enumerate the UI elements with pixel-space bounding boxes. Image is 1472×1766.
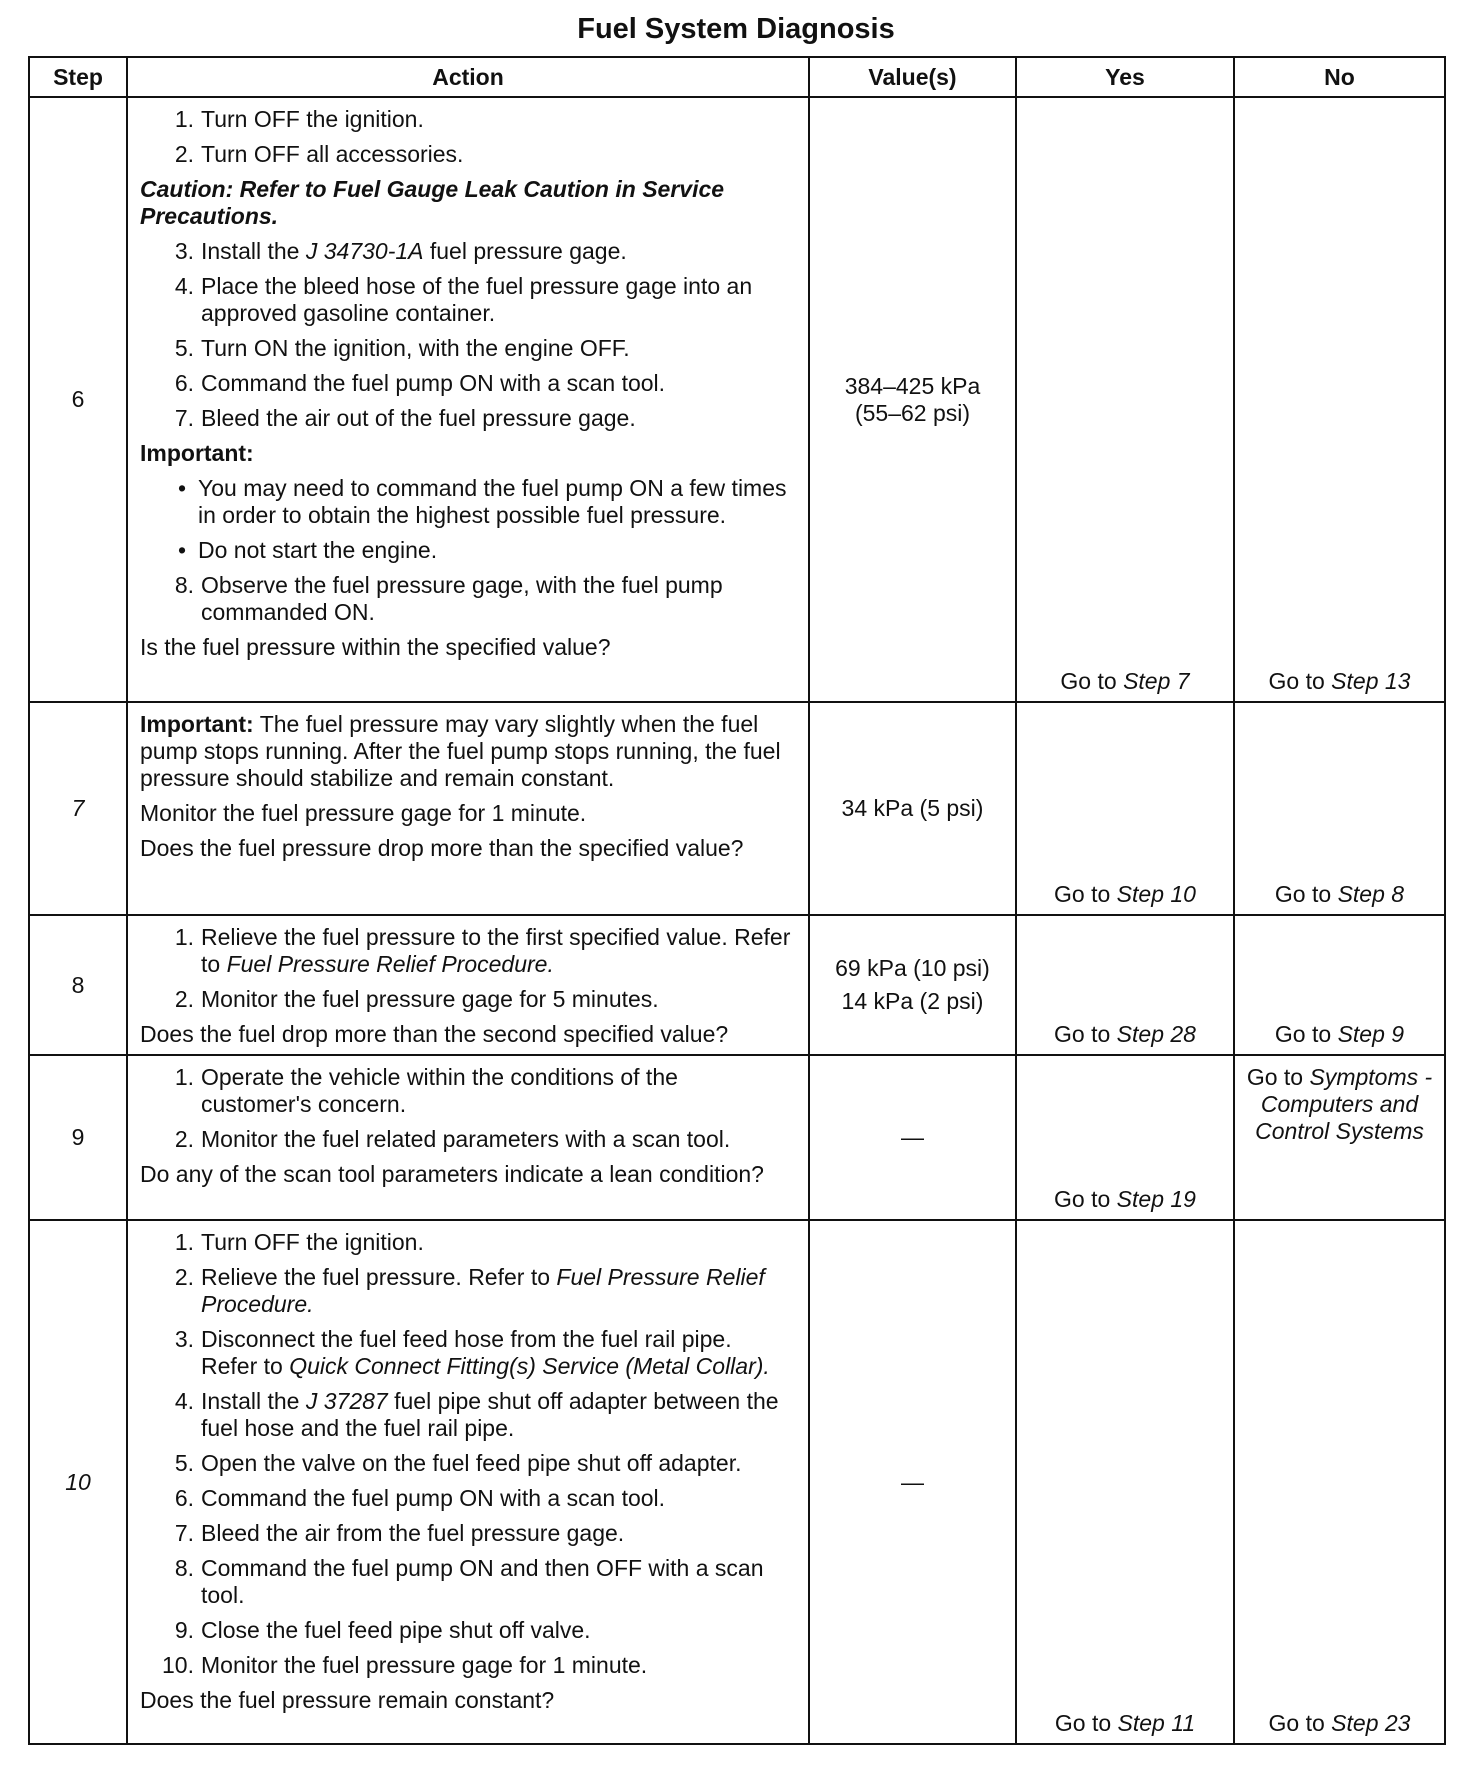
symptoms-link[interactable]: Symptoms - Computers and Control Systems bbox=[1255, 1064, 1433, 1144]
item-number: 1. bbox=[174, 924, 194, 950]
goto-text: Go to bbox=[1054, 881, 1117, 907]
list-item bbox=[140, 1617, 794, 1644]
value-cell bbox=[809, 915, 1016, 1055]
item-number: 1. bbox=[174, 1064, 194, 1090]
value-text: 69 kPa (10 psi) bbox=[835, 955, 990, 981]
step-number: 8 bbox=[29, 915, 127, 1055]
step-number: 10 bbox=[29, 1220, 127, 1744]
table-row-step-7 bbox=[29, 702, 1445, 915]
yes-cell bbox=[1016, 97, 1234, 702]
item-text bbox=[201, 1388, 794, 1442]
action-cell bbox=[127, 702, 809, 915]
item-number: 9. bbox=[174, 1617, 194, 1643]
item-text: Command the fuel pump ON and then OFF with a scan tool. bbox=[201, 1555, 764, 1608]
item-text: Place the bleed hose of the fuel pressure gage into an approved gasoline container. bbox=[201, 273, 753, 326]
item-number: 5. bbox=[174, 1450, 194, 1476]
value-cell bbox=[809, 702, 1016, 915]
list-item bbox=[140, 238, 794, 265]
value-text: 14 kPa (2 psi) bbox=[841, 988, 984, 1014]
yes-cell bbox=[1016, 1055, 1234, 1220]
item-text: Bleed the air out of the fuel pressure gage. bbox=[201, 405, 636, 431]
item-text: Monitor the fuel pressure gage for 5 minutes. bbox=[201, 986, 659, 1012]
item-number: 6. bbox=[174, 1485, 194, 1511]
goto-text: Go to bbox=[1060, 668, 1124, 694]
caution-note: Caution: Refer to Fuel Gauge Leak Caution in Service Precautions. bbox=[140, 176, 725, 229]
yes-cell bbox=[1016, 915, 1234, 1055]
item-text-part: Install the bbox=[201, 1388, 306, 1414]
step-link[interactable]: Step 7 bbox=[1123, 668, 1190, 694]
procedure-link[interactable]: Quick Connect Fitting(s) Service (Metal Collar). bbox=[289, 1353, 770, 1379]
list-item bbox=[140, 1485, 794, 1512]
item-number: 10. bbox=[162, 1652, 194, 1678]
goto-text: Go to bbox=[1054, 1186, 1117, 1212]
item-number: 4. bbox=[174, 273, 194, 299]
tool-reference: J 34730-1A bbox=[305, 238, 424, 264]
value-text: — bbox=[901, 1468, 924, 1495]
page-title: Fuel System Diagnosis bbox=[577, 13, 895, 45]
item-text: Turn OFF the ignition. bbox=[201, 1229, 424, 1255]
header-values: Value(s) bbox=[809, 57, 1016, 97]
bullet-item bbox=[140, 475, 794, 529]
yes-cell bbox=[1016, 1220, 1234, 1744]
item-number: 3. bbox=[174, 238, 194, 264]
list-item bbox=[140, 1064, 794, 1118]
important-note bbox=[140, 711, 794, 792]
step-link[interactable]: Step 9 bbox=[1337, 1021, 1405, 1047]
action-cell bbox=[127, 915, 809, 1055]
no-cell bbox=[1234, 97, 1445, 702]
list-item bbox=[140, 273, 794, 327]
item-text-part: Install the bbox=[201, 238, 306, 264]
item-number: 8. bbox=[174, 572, 194, 598]
step-number: 7 bbox=[29, 702, 127, 915]
item-text: Command the fuel pump ON with a scan tool. bbox=[201, 1485, 666, 1511]
value-text: 384–425 kPa bbox=[844, 372, 981, 399]
item-number: 8. bbox=[174, 1555, 194, 1581]
item-number: 2. bbox=[174, 141, 194, 167]
tool-reference: J 37287 bbox=[305, 1388, 388, 1414]
list-item bbox=[140, 335, 794, 362]
yes-cell bbox=[1016, 702, 1234, 915]
goto-text: Go to bbox=[1246, 1064, 1310, 1090]
item-text-part: Disconnect the fuel feed hose from the fuel rail pipe. Refer to bbox=[201, 1326, 732, 1379]
procedure-link[interactable]: Fuel Pressure Relief Procedure. bbox=[201, 1264, 765, 1317]
list-item bbox=[140, 1520, 794, 1547]
item-text: Observe the fuel pressure gage, with the fuel pump commanded ON. bbox=[201, 572, 723, 625]
item-number: 7. bbox=[174, 405, 194, 431]
list-item bbox=[140, 1229, 794, 1256]
list-item bbox=[140, 405, 794, 432]
item-text: Monitor the fuel related parameters with a scan tool. bbox=[201, 1126, 731, 1152]
list-item bbox=[140, 141, 794, 168]
step-number: 6 bbox=[29, 97, 127, 702]
action-text: Monitor the fuel pressure gage for 1 minute. bbox=[140, 800, 587, 826]
item-number: 3. bbox=[174, 1326, 194, 1352]
question-text: Does the fuel drop more than the second specified value? bbox=[140, 1021, 729, 1047]
item-number: 6. bbox=[174, 370, 194, 396]
table-row-step-8 bbox=[29, 915, 1445, 1055]
list-item bbox=[140, 924, 794, 978]
list-item bbox=[140, 1326, 794, 1380]
value-cell bbox=[809, 1055, 1016, 1220]
item-text: Turn OFF all accessories. bbox=[201, 141, 464, 167]
item-text-part: fuel pipe shut off adapter between the fuel hose and the fuel rail pipe. bbox=[201, 1388, 779, 1441]
item-number: 7. bbox=[174, 1520, 194, 1546]
step-link[interactable]: Step 28 bbox=[1116, 1021, 1196, 1047]
list-item bbox=[140, 1555, 794, 1609]
list-item bbox=[140, 572, 794, 626]
item-text: Close the fuel feed pipe shut off valve. bbox=[201, 1617, 591, 1643]
action-cell bbox=[127, 97, 809, 702]
item-text: Operate the vehicle within the conditions of the customer's concern. bbox=[201, 1064, 678, 1117]
important-label: Important: bbox=[140, 711, 254, 737]
procedure-link[interactable]: Fuel Pressure Relief Procedure. bbox=[226, 951, 554, 977]
step-link[interactable]: Step 11 bbox=[1117, 1710, 1196, 1736]
bullet-icon: • bbox=[177, 475, 186, 501]
bullet-icon: • bbox=[177, 537, 186, 563]
step-number: 9 bbox=[29, 1055, 127, 1220]
item-text: Open the valve on the fuel feed pipe shut off adapter. bbox=[201, 1450, 742, 1476]
no-cell bbox=[1234, 915, 1445, 1055]
item-text-part: Relieve the fuel pressure. Refer to bbox=[201, 1264, 557, 1290]
item-text: Turn OFF the ignition. bbox=[201, 106, 424, 132]
item-number: 1. bbox=[174, 106, 194, 132]
item-number: 2. bbox=[174, 1126, 194, 1152]
goto-text: Go to bbox=[1268, 668, 1332, 694]
list-item bbox=[140, 1388, 794, 1442]
item-number: 2. bbox=[174, 1264, 194, 1290]
list-item bbox=[140, 370, 794, 397]
item-number: 1. bbox=[174, 1229, 194, 1255]
value-cell bbox=[809, 1220, 1016, 1744]
goto-text: Go to bbox=[1054, 1021, 1117, 1047]
step-link[interactable]: Step 8 bbox=[1337, 881, 1405, 907]
item-text: Bleed the air from the fuel pressure gage. bbox=[201, 1520, 625, 1546]
value-text: — bbox=[901, 1124, 924, 1150]
item-text bbox=[201, 238, 794, 265]
item-number: 5. bbox=[174, 335, 194, 361]
step-link[interactable]: Step 10 bbox=[1116, 881, 1196, 907]
question-text: Does the fuel pressure remain constant? bbox=[140, 1687, 555, 1713]
list-item bbox=[140, 1450, 794, 1477]
item-text: Turn ON the ignition, with the engine OFF. bbox=[201, 335, 630, 361]
item-text: You may need to command the fuel pump ON a few times in order to obtain the highest possible fuel pressure. bbox=[198, 475, 787, 528]
value-text: 34 kPa (5 psi) bbox=[841, 795, 984, 821]
goto-text: Go to bbox=[1274, 1021, 1338, 1047]
goto-text: Go to bbox=[1268, 1710, 1332, 1736]
header-step: Step bbox=[29, 57, 127, 97]
action-cell bbox=[127, 1220, 809, 1744]
goto-text: Go to bbox=[1054, 1710, 1118, 1736]
step-link[interactable]: Step 13 bbox=[1331, 668, 1411, 694]
step-link[interactable]: Step 23 bbox=[1331, 1710, 1411, 1736]
question-text: Do any of the scan tool parameters indicate a lean condition? bbox=[140, 1161, 764, 1187]
list-item bbox=[140, 1264, 794, 1318]
header-row bbox=[29, 57, 1445, 97]
question-text: Does the fuel pressure drop more than the specified value? bbox=[140, 835, 744, 861]
bullet-item bbox=[140, 537, 794, 564]
item-text: Command the fuel pump ON with a scan tool. bbox=[201, 370, 666, 396]
no-cell bbox=[1234, 702, 1445, 915]
diagnosis-table bbox=[28, 56, 1446, 1745]
no-cell bbox=[1234, 1055, 1445, 1220]
item-text: Monitor the fuel pressure gage for 1 minute. bbox=[201, 1652, 648, 1678]
item-text bbox=[201, 924, 794, 978]
step-link[interactable]: Step 19 bbox=[1116, 1186, 1196, 1212]
header-no: No bbox=[1234, 57, 1445, 97]
list-item bbox=[140, 986, 794, 1013]
table-row-step-6 bbox=[29, 97, 1445, 702]
list-item bbox=[140, 1126, 794, 1153]
item-text-part: Relieve the fuel pressure to the first specified value. Refer to bbox=[201, 924, 791, 977]
table-row-step-10 bbox=[29, 1220, 1445, 1744]
question-text: Is the fuel pressure within the specified value? bbox=[140, 634, 611, 660]
value-cell bbox=[809, 97, 1016, 702]
item-number: 4. bbox=[174, 1388, 194, 1414]
item-text: Do not start the engine. bbox=[198, 537, 438, 563]
item-text-part: fuel pressure gage. bbox=[423, 238, 627, 264]
item-text bbox=[201, 1326, 794, 1380]
list-item bbox=[140, 106, 794, 133]
header-yes: Yes bbox=[1016, 57, 1234, 97]
header-action: Action bbox=[127, 57, 809, 97]
list-item bbox=[140, 1652, 794, 1679]
important-label: Important: bbox=[140, 440, 254, 466]
value-text: (55–62 psi) bbox=[854, 399, 971, 426]
action-cell bbox=[127, 1055, 809, 1220]
table-row-step-9 bbox=[29, 1055, 1445, 1220]
goto-text: Go to bbox=[1274, 881, 1338, 907]
important-text: The fuel pressure may vary slightly when the fuel pump stops running. After the fuel pump stops running, the fuel pressure should stabilize and remain constant. bbox=[140, 711, 781, 791]
no-cell bbox=[1234, 1220, 1445, 1744]
item-text bbox=[201, 1264, 794, 1318]
item-number: 2. bbox=[174, 986, 194, 1012]
